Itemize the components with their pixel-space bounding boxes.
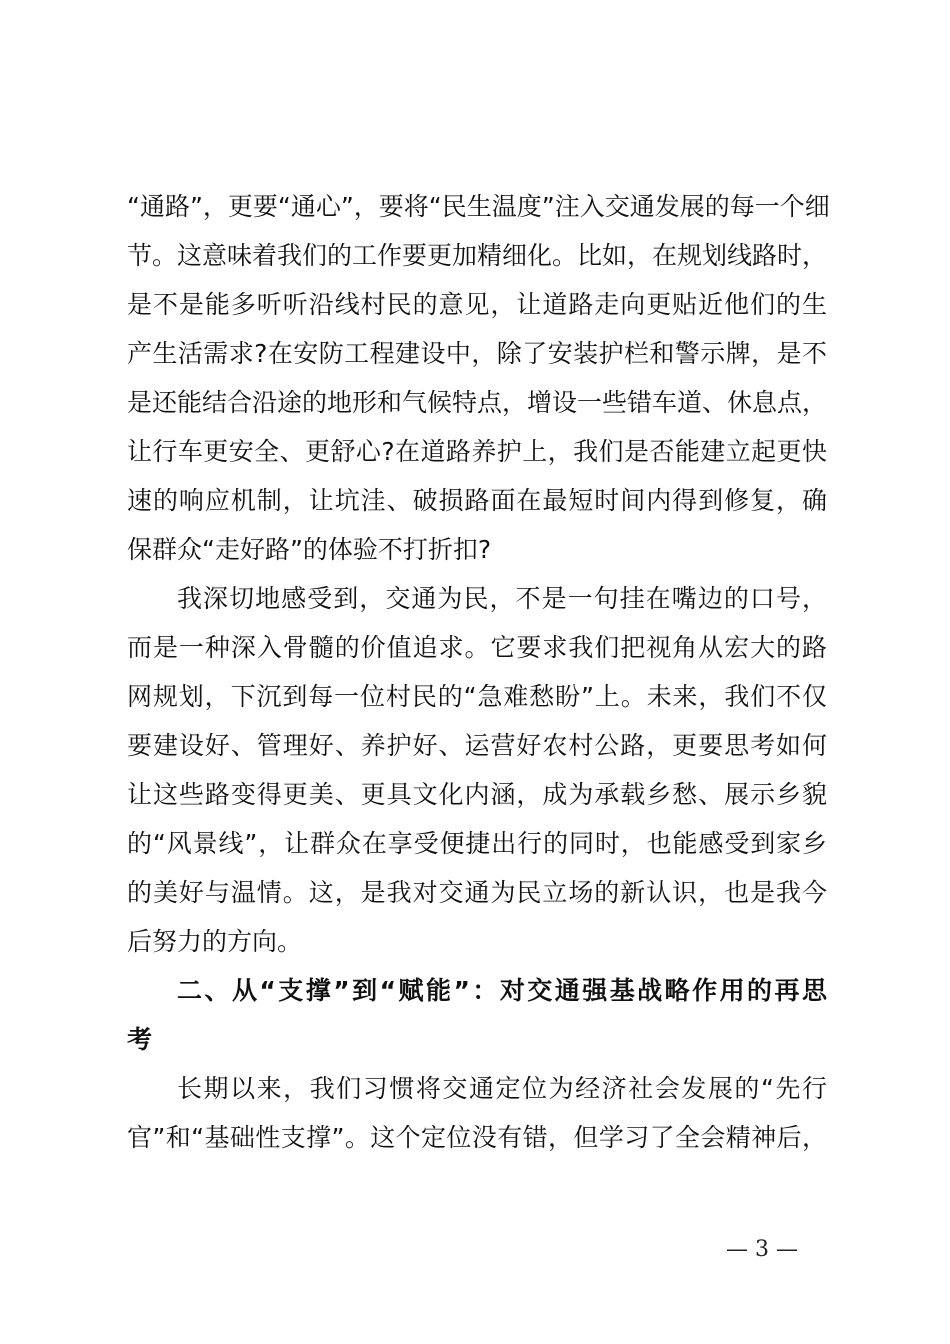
page-number: — 3 — bbox=[726, 1237, 798, 1262]
text-line: 是还能结合沿途的地形和气候特点，增设一些错车道、休息点， bbox=[127, 388, 828, 417]
heading-line: 二、从“支撑”到“赋能”：对交通强基战略作用的再思 bbox=[177, 976, 827, 1005]
text-line: 产生活需求?在安防工程建设中，除了安装护栏和警示牌，是不 bbox=[127, 339, 827, 368]
text-line: 是不是能多听听沿线村民的意见，让道路走向更贴近他们的生 bbox=[127, 290, 827, 319]
text-line: 速的响应机制，让坑洼、破损路面在最短时间内得到修复，确 bbox=[127, 486, 827, 515]
text-line: 节。这意味着我们的工作要更加精细化。比如，在规划线路时， bbox=[127, 241, 828, 270]
text-line: 网规划，下沉到每一位村民的“急难愁盼”上。未来，我们不仅 bbox=[127, 682, 827, 711]
text-line: 的“风景线”，让群众在享受便捷出行的同时，也能感受到家乡 bbox=[127, 829, 827, 858]
text-line: 我深切地感受到，交通为民，不是一句挂在嘴边的口号， bbox=[177, 584, 827, 613]
text-line: 的美好与温情。这，是我对交通为民立场的新认识，也是我今 bbox=[127, 878, 827, 907]
text-line: 后努力的方向。 bbox=[127, 927, 303, 956]
document-body bbox=[127, 182, 830, 1162]
paragraph-2 bbox=[127, 574, 827, 966]
text-line: 而是一种深入骨髓的价值追求。它要求我们把视角从宏大的路 bbox=[127, 633, 827, 662]
text-line: 让这些路变得更美、更具文化内涵，成为承载乡愁、展示乡貌 bbox=[127, 780, 827, 809]
text-line: 官”和“基础性支撑”。这个定位没有错，但学习了全会精神后， bbox=[127, 1123, 827, 1152]
text-line: 保群众“走好路”的体验不打折扣? bbox=[127, 535, 492, 564]
text-line: 让行车更安全、更舒心?在道路养护上，我们是否能建立起更快 bbox=[127, 437, 827, 466]
paragraph-1 bbox=[127, 182, 830, 574]
text-line: “通路”，更要“通心”，要将“民生温度”注入交通发展的每一个细 bbox=[127, 192, 830, 221]
text-line: 要建设好、管理好、养护好、运营好农村公路，更要思考如何 bbox=[127, 731, 827, 760]
paragraph-3 bbox=[127, 1064, 827, 1162]
section-heading bbox=[127, 966, 827, 1064]
heading-line: 考 bbox=[127, 1025, 153, 1054]
text-line: 长期以来，我们习惯将交通定位为经济社会发展的“先行 bbox=[177, 1074, 827, 1103]
